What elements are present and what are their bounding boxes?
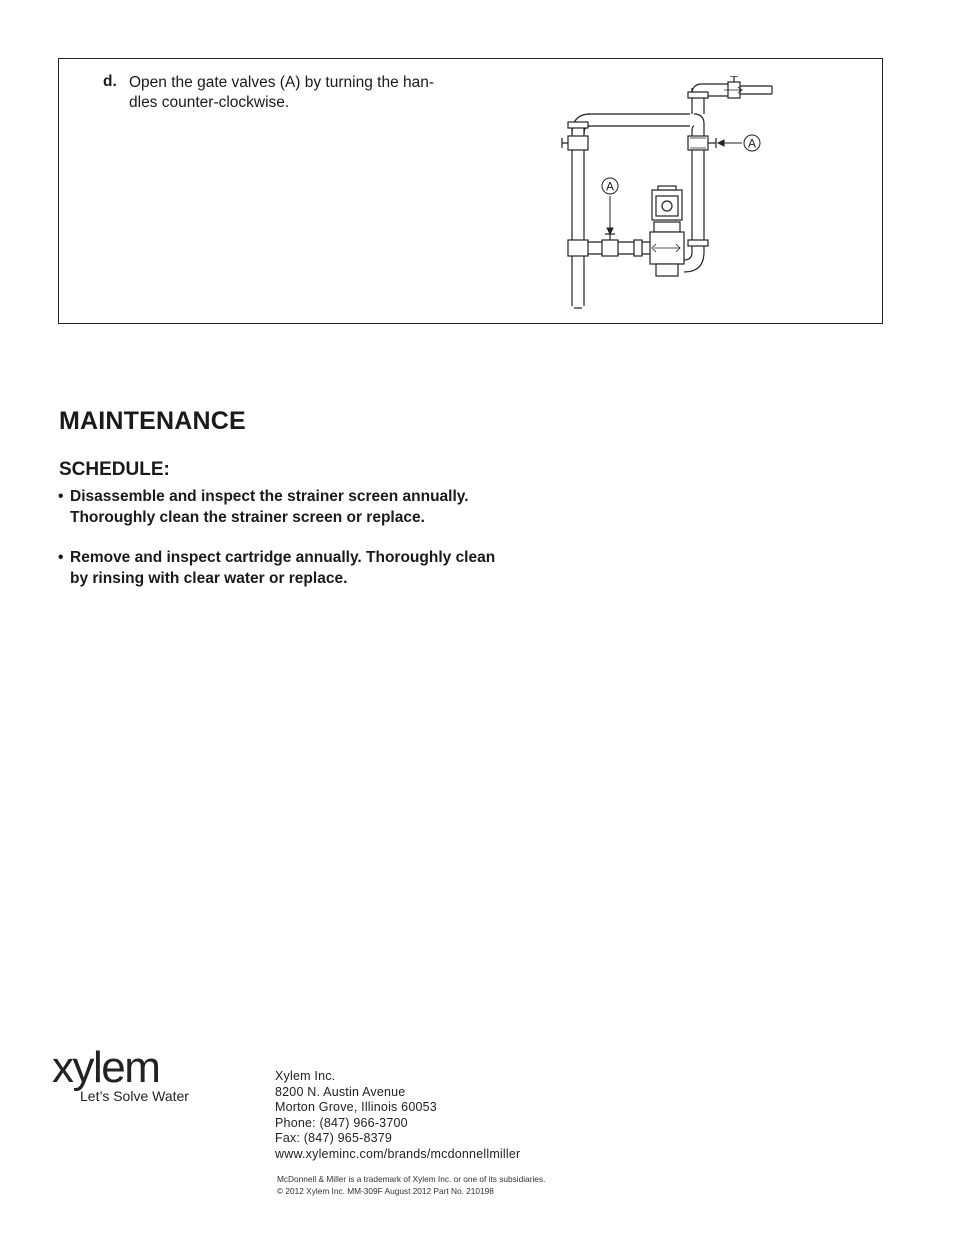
- maintenance-heading: MAINTENANCE: [59, 407, 246, 435]
- outlet-pipe: [740, 86, 772, 94]
- street-address: 8200 N. Austin Avenue: [275, 1084, 406, 1099]
- step-text: [129, 73, 479, 113]
- legal-notice: [277, 1173, 545, 1197]
- maintenance-list: [58, 487, 578, 609]
- step-text-line-2: dles counter-clockwise.: [129, 94, 290, 111]
- list-item: [58, 548, 578, 589]
- phone-number: Phone: (847) 966-3700: [275, 1115, 408, 1130]
- bullet-icon: •: [58, 549, 64, 566]
- left-riser-pipe: [572, 126, 584, 306]
- callout-a-left: A: [606, 179, 615, 194]
- list-item-line-2: Thoroughly clean the strainer screen or replace.: [70, 508, 425, 526]
- xylem-logo: [52, 1044, 242, 1110]
- step-text-line-1: Open the gate valves (A) by turning the han-: [129, 74, 435, 91]
- list-item-line-1: Remove and inspect cartridge annually. Thoroughly clean: [70, 549, 496, 566]
- callout-a-right: A: [748, 136, 757, 151]
- left-lower-gate-valve: [602, 240, 618, 256]
- logo-wordmark: xylem: [52, 1043, 160, 1092]
- piping-diagram: [560, 76, 780, 312]
- logo-tagline: Let’s Solve Water: [80, 1088, 189, 1104]
- step-letter: d.: [103, 73, 117, 90]
- fax-number: Fax: (847) 965-8379: [275, 1131, 393, 1145]
- top-horizontal-pipe: [588, 114, 690, 126]
- schedule-heading: SCHEDULE:: [59, 459, 170, 480]
- list-item: [58, 487, 578, 528]
- copyright-notice: © 2012 Xylem Inc. MM-309F August 2012 Part No. 210198: [277, 1186, 494, 1196]
- city-state-zip: Morton Grove, Illinois 60053: [275, 1100, 437, 1114]
- company-address: [275, 1069, 520, 1162]
- trademark-notice: McDonnell & Miller is a trademark of Xylem Inc. or one of its subsidiaries.: [277, 1174, 546, 1184]
- company-name: Xylem Inc.: [275, 1069, 336, 1083]
- list-item-line-2: by rinsing with clear water or replace.: [70, 569, 348, 587]
- bullet-icon: •: [58, 488, 64, 505]
- left-upper-gate-valve: [568, 136, 588, 150]
- list-item-line-1: Disassemble and inspect the strainer screen annually.: [70, 488, 469, 505]
- website-link[interactable]: www.xyleminc.com/brands/mcdonnellmiller: [275, 1146, 521, 1161]
